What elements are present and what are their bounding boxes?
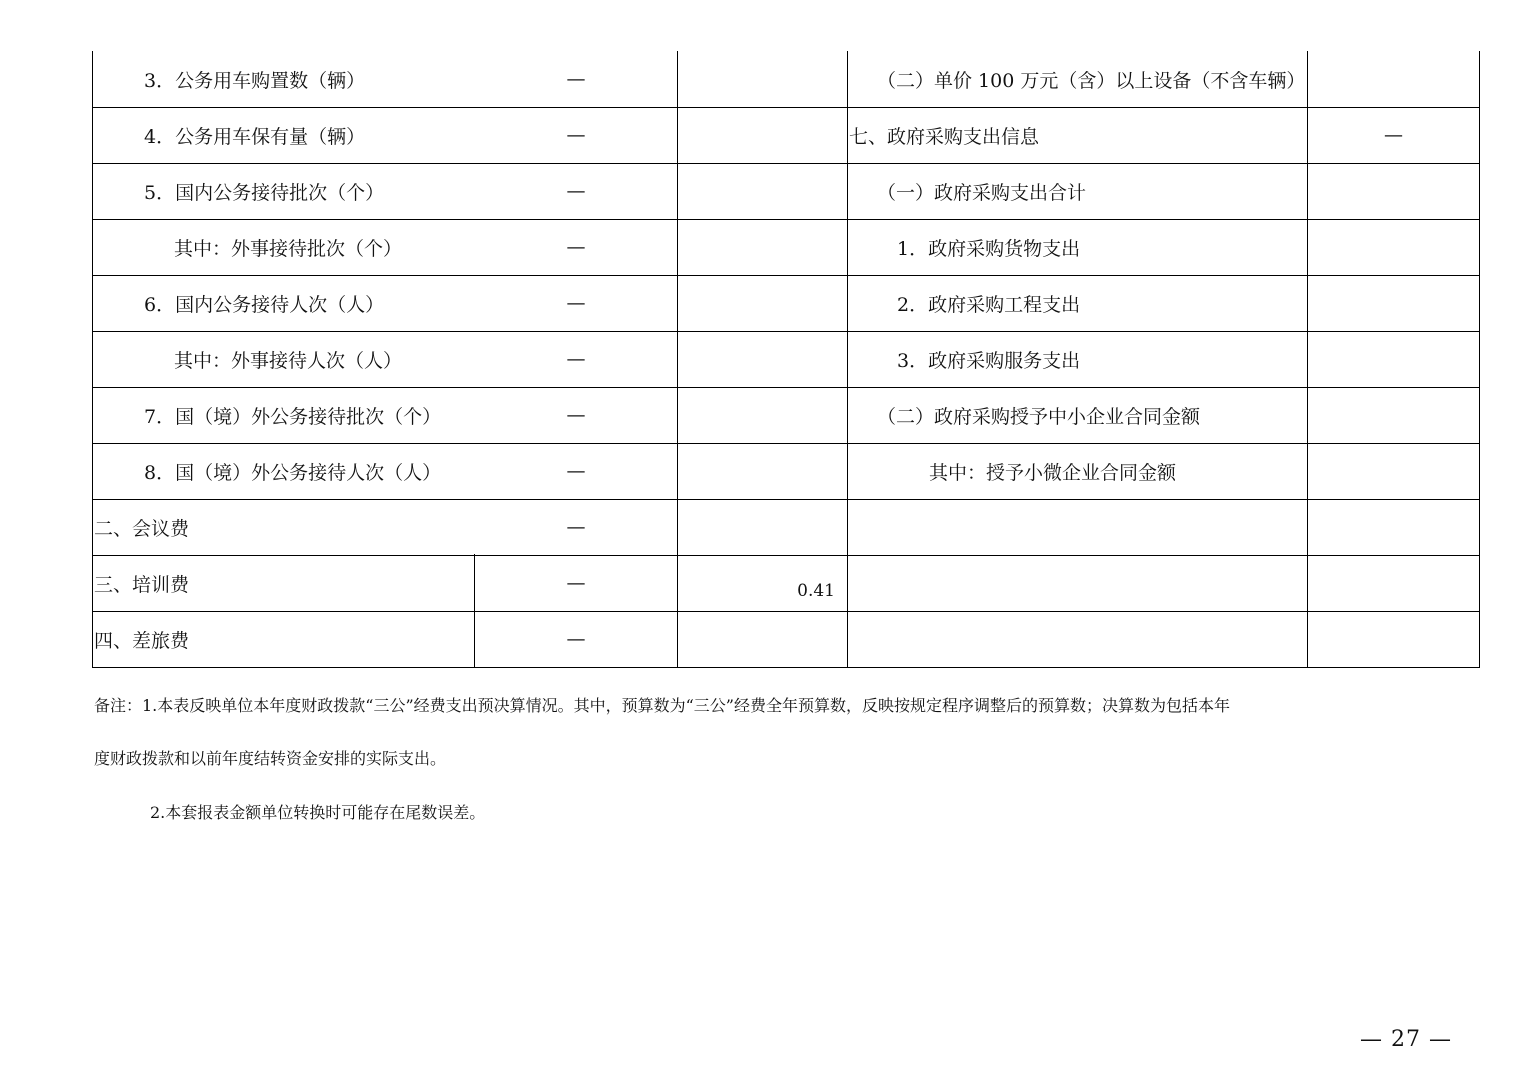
right-label: （一）政府采购支出合计 [877,181,1087,204]
right-label [849,611,1299,667]
right-value [1308,555,1479,611]
budget-value: — [566,292,586,314]
right-value [1308,387,1479,443]
row-label: 8．国（境）外公务接待人次（人） [144,461,442,484]
budget-value: — [566,348,586,370]
right-label: 3．政府采购服务支出 [897,349,1081,372]
actual-value [678,163,847,219]
budget-value: — [566,404,586,426]
row-label: 其中：外事接待人次（人） [174,349,403,372]
row-label: 二、会议费 [94,517,190,540]
right-value [1308,163,1479,219]
budget-value: — [566,516,586,538]
row-label: 6．国内公务接待人次（人） [144,293,385,316]
right-value [1308,331,1479,387]
right-label: 2．政府采购工程支出 [897,293,1081,316]
actual-value [678,499,847,555]
budget-value: — [566,124,586,146]
right-label: （二）政府采购授予中小企业合同金额 [877,405,1201,428]
right-label: （二）单价 100 万元（含）以上设备（不含车辆） [877,69,1306,92]
table-border-left [92,51,93,667]
right-value [1308,275,1479,331]
actual-value [678,611,847,667]
right-label: 1．政府采购货物支出 [897,237,1081,260]
table-border-right [1479,51,1480,667]
row-label: 三、培训费 [94,573,190,596]
budget-value: — [566,460,586,482]
actual-value [678,107,847,163]
actual-value [678,443,847,499]
actual-value [678,331,847,387]
expense-table [92,51,1480,666]
note-line-2: 度财政拨款和以前年度结转资金安排的实际支出。 [94,749,447,768]
row-label: 四、差旅费 [94,629,190,652]
actual-value [678,51,847,107]
right-value [1308,443,1479,499]
budget-value: — [566,180,586,202]
actual-value [678,387,847,443]
budget-value: — [566,628,586,650]
right-value: — [1384,124,1403,146]
page-number: — 27 — [1360,1027,1452,1052]
actual-value [678,275,847,331]
row-label: 其中：外事接待批次（个） [174,237,403,260]
budget-value: — [566,68,586,90]
budget-value: — [566,572,586,594]
row-label: 3．公务用车购置数（辆） [144,69,366,92]
note-line-3: 2.本套报表金额单位转换时可能存在尾数误差。 [150,803,486,822]
right-label [849,499,1299,555]
right-value [1308,499,1479,555]
note-line-1: 备注：1.本表反映单位本年度财政拨款“三公”经费支出预决算情况。其中，预算数为“三公”经费全年预算数，反映按规定程序调整后的预算数；决算数为包括本年 [94,696,1230,715]
right-value [1308,219,1479,275]
right-label [849,555,1299,611]
right-label: 七、政府采购支出信息 [849,125,1040,148]
actual-value [678,219,847,275]
right-value [1308,611,1479,667]
row-label: 7．国（境）外公务接待批次（个） [144,405,442,428]
row-label: 5．国内公务接待批次（个） [144,181,385,204]
column-rule-right [847,51,848,667]
right-value [1308,51,1479,107]
actual-value: 0.41 [797,581,835,601]
row-label: 4．公务用车保有量（辆） [144,125,366,148]
budget-value: — [566,236,586,258]
right-label: 其中：授予小微企业合同金额 [929,461,1177,484]
row-rule [92,667,1480,668]
